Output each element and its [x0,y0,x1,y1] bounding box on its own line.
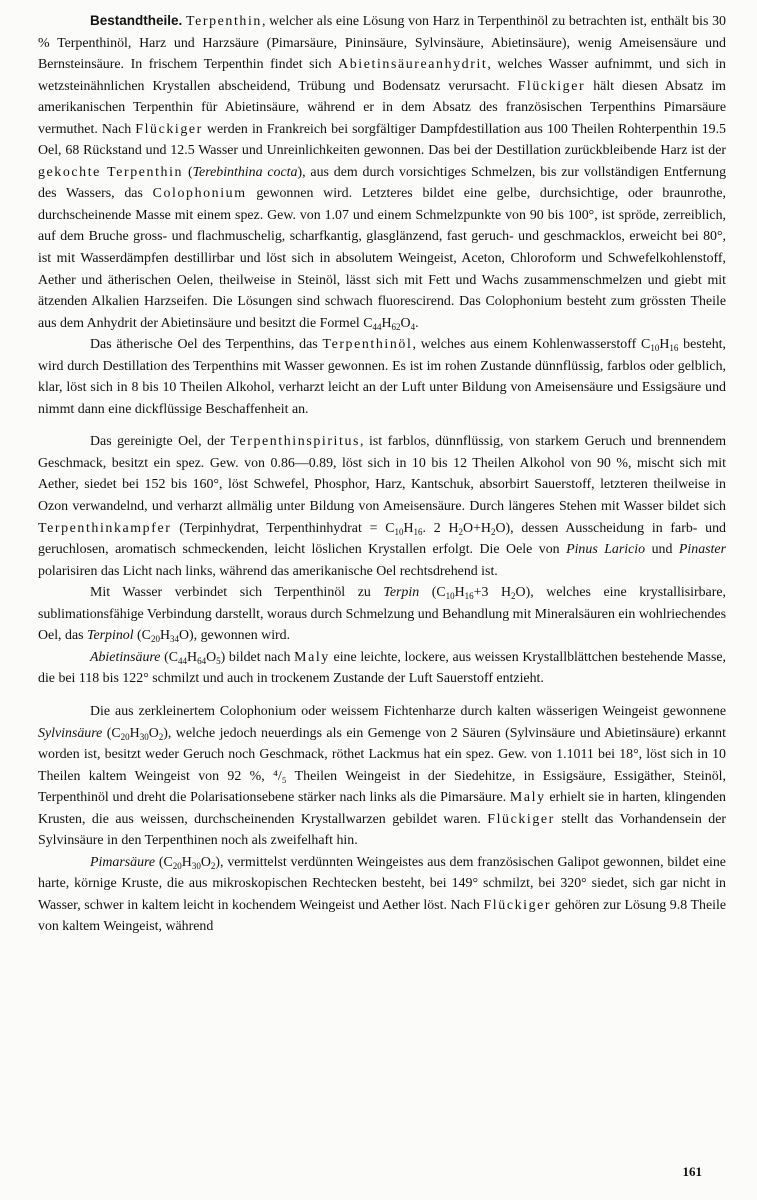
text-run: H [187,649,198,665]
formula-subscript: 64 [197,655,207,666]
spaced-term: Colophonium [152,186,247,202]
formula-subscript: 16 [413,526,423,537]
text-run: (Terpinhydrat, Terpenthinhydrat = C [171,520,395,536]
page-number: 161 [682,1164,702,1179]
text-run: besteht, wird durch Destillation des Terpenthins mit Wasser gewonnen. Es ist im rohen Zustande dünnflüssig, farblos oder gelblich, klar, löst sich in 8 bis 10 Theilen Alkohol, verharzt leicht an der Luft unter Bildung von Ameisensäure und Essigsäure und nimmt dann eine dickflüssige Beschaffenheit an. [38,337,727,417]
formula-subscript: 16 [669,343,679,354]
formula-subscript: 20 [150,634,160,645]
italic-term: Pimarsäure [90,854,156,870]
text-run: H [454,585,465,601]
text-run: H [403,520,414,536]
formula-subscript: 5 [216,655,221,666]
text-run: O), welches eine krystallisirbare, sublimationsfähige Verbindung darstellt, woraus durch Schmelzung und Behandlung mit Mineralsäuren ein wohlriechendes Oel, das [38,585,726,644]
paragraph-terpin [38,582,726,647]
formula-subscript: 30 [191,860,201,871]
text-run: ), aus dem durch vorsichtiges Schmelzen, bis zur vollständigen Entfernung des Wassers, das [38,164,727,202]
text-run: eine leichte, lockere, aus weissen Krystallblättchen bestehende Masse, die bei 118 bis 122° schmilzt und auch in trockenem Zustande der Luft Sauerstoff entzieht. [38,649,726,687]
text-run: O+H [463,520,491,536]
text-run: Die aus zerkleinertem Colophonium oder weissem Fichtenharze durch kalten wässerigen Weingeist gewonnene [90,703,726,719]
text-run: (C [102,725,121,741]
text-run: ( [183,164,193,180]
formula-subscript: 62 [391,321,401,332]
text-run: (C [160,649,179,665]
formula-subscript: 2 [458,526,464,537]
text-run: hält diesen Absatz im amerikanischen Terpenthin für Abietinsäure, während er in dem Absatz des französischen Terpenthins Pimarsäure vermuthet. Nach [38,78,726,137]
text-run: (C [133,628,151,644]
italic-term: Terebinthina cocta [192,164,298,180]
spaced-term: gekochte Terpenthin [38,164,184,180]
body-text [38,10,726,938]
paragraph-pimarsaeure [38,852,726,938]
paragraph-terpenthin-components [38,10,726,334]
text-run: erhielt sie in harten, klingenden Krusten, die aus weissen, durchscheinenden Krystallwarzen gebildet waren. [38,790,726,827]
formula-subscript: 10 [445,591,455,602]
text-run: ), vermittelst verdünnten Weingeistes aus dem französischen Galipot gewonnen, bildet eine harte, körnige Kruste, die aus mikroskopischen Rechtecken besteht, bei 149° schmilzt, bei 320° siedet, sich gar nicht in Wasser, schwer in kaltem leicht in kochendem Weingeist und Aether löst. Nach [38,854,726,913]
text-run: und [645,542,679,558]
text-run: ) bildet nach [220,649,295,665]
text-run: , welches Wasser aufnimmt, und sich in wetzsteinähnlichen Krystallen abscheidend, Trübung und Bodensatz verursacht. [38,57,726,94]
author-name: Flückiger [517,78,586,94]
paragraph-abietinsaeure [38,647,726,690]
text-run: stellt das Vorhandensein der Sylvinsäure in den Terpenthinen noch als zweifelhaft hin. [38,811,727,849]
formula-subscript: 30 [139,731,149,742]
italic-term: Abietinsäure [90,649,161,665]
text-run: werden in Frankreich bei sorgfältiger Dampfdestillation aus 100 Theilen Rohterpenthin 19.5 Oel, 68 Rückstand und 12.5 Wasser und Unreinlichkeiten gewonnen. Das bei der Destillation zurückbleibende Harz ist der [38,121,726,159]
section-heading: Bestandtheile. [90,13,183,28]
text-run: , welcher als eine Lösung von Harz in Terpenthinöl zu betrachten ist, enthält bis 30 % Terpenthinöl, Harz und Harzsäure (Pimarsäure, Pininsäure, Sylvinsäure, Abietinsäure), wenig Ameisensäure und Bernsteinsäure. In frischem Terpenthin findet sich [38,14,726,73]
spaced-term: Abietinsäureanhydrit [338,57,488,73]
text-run: O), gewonnen wird. [179,628,291,644]
spaced-term: Terpenthinspiritus [230,434,361,450]
text-run: +3 H [473,585,512,601]
italic-term: Terpinol [87,628,134,644]
text-run: , ist farblos, dünnflüssig, von starkem Geruch und brennendem Geschmack, besitzt ein spez. Gew. von 0.86—0.89, löst sich in 10 bis 12 Theilen Alkohol von 90 %, mischt sich mit Aether, siedet bei 152 bis 160°, löst Schwefel, Phosphor, Harz, Kantschuk, absorbirt Sauerstoff, letzteren theilweise in Ozon verwandelnd, und verharzt allmälig unter Bildung von Ameisensäure. Durch längeres Stehen mit Wasser bildet sich [38,434,727,515]
author-name: Flückiger [135,121,203,137]
formula-subscript: 2 [158,731,164,742]
text-run: H [381,315,392,331]
italic-term: Pinaster [678,542,726,558]
text-run: O [200,854,211,870]
italic-term: Terpin [383,585,420,601]
text-run: O [206,649,217,665]
formula-subscript: 2 [210,860,216,871]
formula-subscript: 20 [172,860,182,871]
text-run: H [159,628,170,644]
paragraph-terpenthinoel [38,334,726,420]
formula-subscript: 2 [511,591,516,602]
formula-subscript: 16 [464,591,474,602]
formula-subscript: 4 [410,321,416,332]
spaced-term: Terpenthinkampfer [38,520,172,536]
text-run: Das gereinigte Oel, der [90,434,231,450]
spaced-term: Terpenthinöl [322,337,413,353]
text-run: . 2 H [422,520,459,536]
text-run: ), welche jedoch neuerdings als ein Gemenge von 2 Säuren (Sylvinsäure und Abietinsäure) erkannt worden ist, besitzt weder Geruch noch Geschmack, röthet Lackmus hat ein spez. Gew. von 1.1011 bei 18°, löst sich in 10 Theilen kaltem Weingeist von 92 %, ⁴/₅ Theilen Weingeist in der Siedehitze, in Essigsäure, Essigäther, Steinöl, Terpenthinöl und dreht die Polarisationsebene stärker nach links als die Pimarsäure. [38,725,726,806]
text-run: Das ätherische Oel des Terpenthins, das [90,337,323,353]
formula-subscript: 2 [490,526,496,537]
spaced-term: Terpenthin [185,14,262,29]
formula-subscript: 34 [170,634,179,645]
paragraph-sylvinsaeure [38,701,726,852]
text-run: O [400,315,411,331]
author-name: Flückiger [487,811,555,827]
text-run: H [181,854,192,870]
text-run: O), dessen Ausscheidung in farb- und geruchlosen, aromatisch schmeckenden, leicht löslichen Krystallen erfolgt. Die Oele von [38,520,727,558]
author-name: Maly [509,790,546,806]
text-run: gewonnen wird. Letzteres bildet eine gelbe, durchsichtige, oder braunrothe, durchscheinende Masse mit einem spez. Gew. von 1.07 und einem Schmelzpunkte von 90 bis 100°, ist spröde, zerreiblich, auf dem Bruche gross- und flachmuschelig, scharfkantig, glasglänzend, fast geruch- und geschmacklos, erweicht bei 80°, ist mit Wasserdämpfen destillirbar und löst sich in absolutem Weingeist, Aceton, Chloroform und Schwefelkohlenstoff, Aether und ätherischen Oelen, theilweise in Steinöl, lässt sich mit Fett und Wachs zusammenschmelzen und giebt mit ätzenden Alkalien Harzseifen. Die Lösungen sind schwach fluorescirend. Das Colophonium besteht zum grössten Theile aus dem Anhydrit der Abietinsäure und besitzt die Formel C [38,186,727,331]
text-run: O [148,725,159,741]
formula-subscript: 44 [372,321,382,332]
formula-subscript: 20 [120,731,130,742]
text-run: polarisiren das Licht nach links, während das amerikanische Oel rechtsdrehend ist. [38,563,498,579]
text-run: H [659,337,670,353]
author-name: Maly [294,649,330,665]
text-run: Mit Wasser verbindet sich Terpenthinöl zu [90,585,384,601]
text-run: . [415,315,419,331]
text-run: gehören zur Lösung 9.8 Theile von kaltem Weingeist, während [38,897,726,935]
text-run: , welches aus einem Kohlenwasserstoff C [412,337,651,353]
text-run: (C [419,585,446,601]
paragraph-terpenthinspiritus [38,431,726,582]
text-run: (C [155,854,173,870]
author-name: Flückiger [483,897,552,913]
italic-term: Pinus Laricio [566,542,646,558]
formula-subscript: 10 [650,343,660,354]
italic-term: Sylvinsäure [38,725,103,741]
text-run: H [129,725,140,741]
formula-subscript: 44 [178,655,188,666]
formula-subscript: 10 [394,526,404,537]
